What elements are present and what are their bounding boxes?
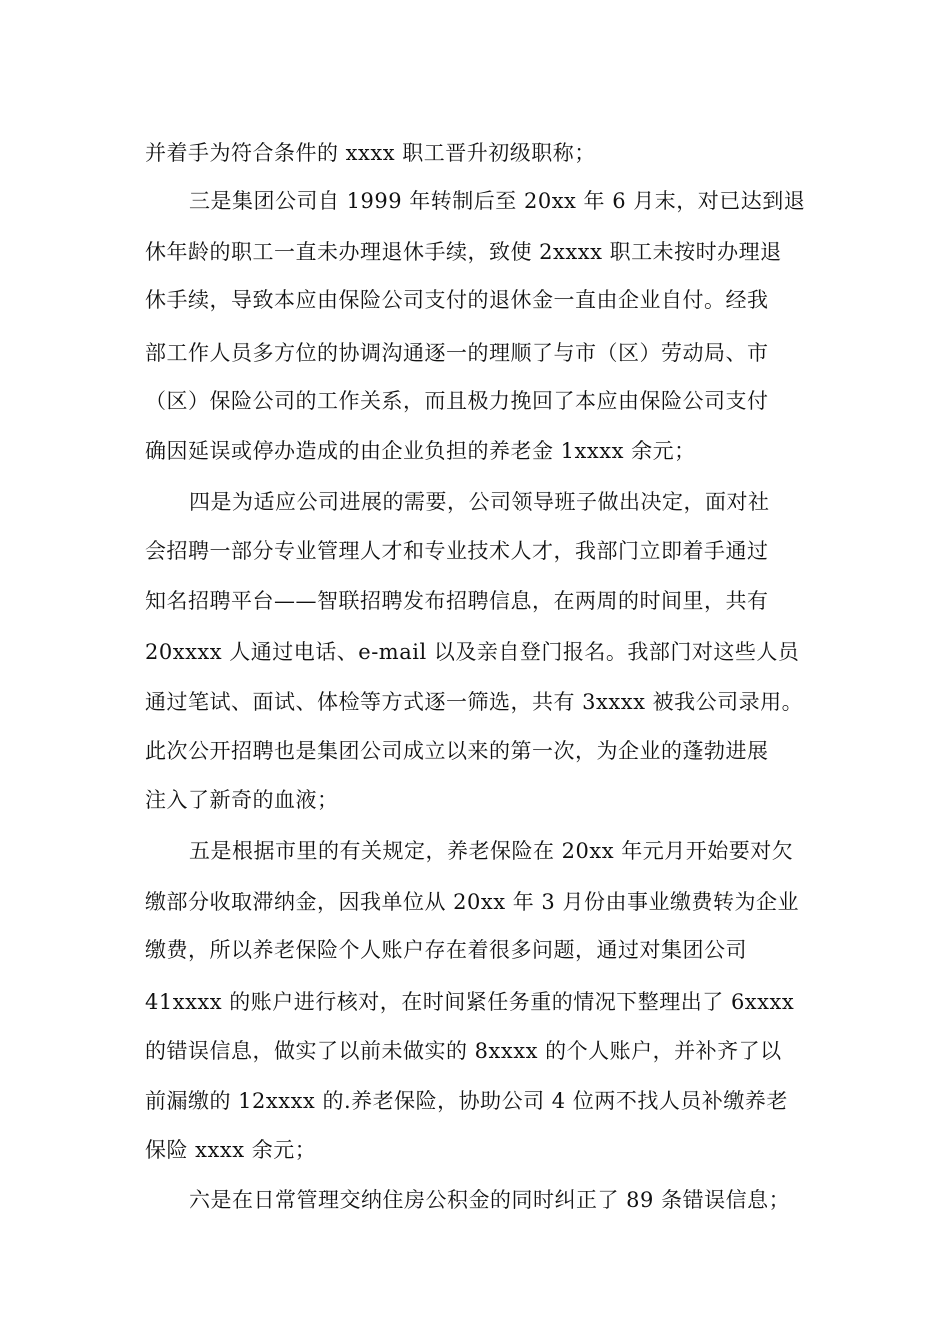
text-line: 缴费，所以养老保险个人账户存在着很多问题，通过对集团公司 (145, 938, 747, 962)
text-line: 20xxxx 人通过电话、e-mail 以及亲自登门报名。我部门对这些人员 (145, 640, 800, 664)
text-line: 注入了新奇的血液； (145, 788, 339, 812)
paragraph-3-line: 三是集团公司自 1999 年转制后至 20xx 年 6 月末，对已达到退 (189, 189, 806, 213)
text-line: （区）保险公司的工作关系，而且极力挽回了本应由保险公司支付 (145, 389, 769, 413)
text-line: 前漏缴的 12xxxx 的.养老保险，协助公司 4 位两不找人员补缴养老 (145, 1089, 788, 1113)
text-line: 休手续，导致本应由保险公司支付的退休金一直由企业自付。经我 (145, 288, 769, 312)
text-line: 部工作人员多方位的协调沟通逐一的理顺了与市（区）劳动局、市 (145, 341, 769, 365)
text-line: 通过笔试、面试、体检等方式逐一筛选，共有 3xxxx 被我公司录用。 (145, 690, 804, 714)
paragraph-6-line: 六是在日常管理交纳住房公积金的同时纠正了 89 条错误信息； (189, 1188, 791, 1212)
text-line: 确因延误或停办造成的由企业负担的养老金 1xxxx 余元； (145, 439, 696, 463)
text-line: 会招聘一部分专业管理人才和专业技术人才，我部门立即着手通过 (145, 539, 769, 563)
text-line: 41xxxx 的账户进行核对，在时间紧任务重的情况下整理出了 6xxxx (145, 990, 795, 1014)
text-line: 保险 xxxx 余元； (145, 1138, 317, 1162)
text-line: 休年龄的职工一直未办理退休手续，致使 2xxxx 职工未按时办理退 (145, 240, 782, 264)
text-line: 知名招聘平台——智联招聘发布招聘信息，在两周的时间里，共有 (145, 589, 769, 613)
text-line: 此次公开招聘也是集团公司成立以来的第一次，为企业的蓬勃进展 (145, 739, 769, 763)
paragraph-5-line: 五是根据市里的有关规定，养老保险在 20xx 年元月开始要对欠 (189, 839, 794, 863)
text-line: 并着手为符合条件的 xxxx 职工晋升初级职称； (145, 141, 596, 165)
text-line: 缴部分收取滞纳金，因我单位从 20xx 年 3 月份由事业缴费转为企业 (145, 890, 799, 914)
text-line: 的错误信息，做实了以前未做实的 8xxxx 的个人账户，并补齐了以 (145, 1039, 782, 1063)
paragraph-4-line: 四是为适应公司进展的需要，公司领导班子做出决定，面对社 (189, 490, 770, 514)
